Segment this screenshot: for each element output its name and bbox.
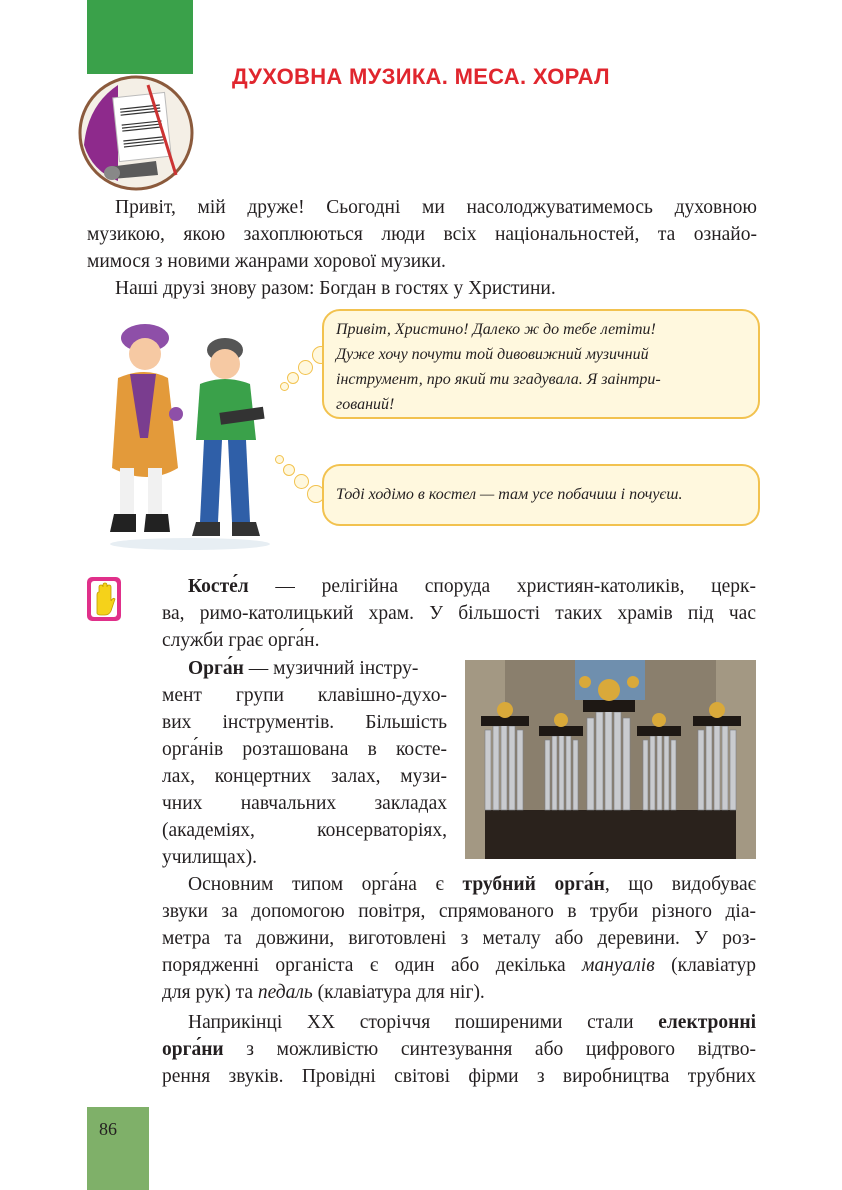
kostel-line-1: [188, 573, 756, 600]
text: , що видобуває: [604, 874, 756, 895]
text: Основним типом орга́на є: [188, 874, 463, 895]
term-organ: Орга́н: [188, 658, 244, 679]
electronic-line-1: [188, 1009, 756, 1036]
term-pedal: педаль: [257, 982, 313, 1003]
page-number-tab: [87, 1107, 149, 1190]
organ-line-8: училищах).: [162, 847, 257, 868]
stop-hand-icon: [87, 577, 121, 621]
term-pipe-organ: трубний орга́н: [462, 874, 605, 895]
text: для рук) та: [162, 982, 258, 1003]
term-electronic: електронні: [658, 1012, 756, 1033]
thought-dot: [283, 464, 295, 476]
text: — релігійна споруда християн-католиків, церк-: [248, 576, 756, 597]
electronic-line-2: [162, 1036, 756, 1063]
bubble-line: Привіт, Христино! Далеко ж до тебе летіти!: [336, 321, 656, 338]
organ-line-5: лах, концертних залах, музи-: [162, 766, 447, 787]
thought-dot: [280, 382, 289, 391]
thought-dot: [294, 474, 309, 489]
main-type-line-2: звуки за допомогою повітря, спрямованого в труби різного діа-: [162, 901, 756, 922]
pipe-organ-photo: [465, 660, 756, 859]
term-kostel: Косте́л: [188, 576, 249, 597]
organ-line-4: орга́нів розташована в косте-: [162, 739, 447, 760]
thought-dot: [275, 455, 284, 464]
organ-line-1: [188, 655, 418, 682]
children-illustration: [100, 318, 275, 550]
intro-line-4: Наші друзі знову разом: Богдан в гостях у Христини.: [115, 278, 556, 299]
intro-line-3: мимося з новими жанрами хорової музики.: [87, 251, 446, 272]
term-organs: орга́ни: [162, 1039, 224, 1060]
main-type-line-1: [188, 871, 756, 898]
speech-bubble-bogdan: [322, 309, 760, 419]
text: (клавіатур: [654, 955, 756, 976]
top-green-tab: [87, 0, 193, 74]
page-title: ДУХОВНА МУЗИКА. МЕСА. ХОРАЛ: [232, 64, 610, 89]
speech-bubble-khrystyna: [322, 464, 760, 526]
bubble-line: інструмент, про який ти згадувала. Я заінтри-: [336, 371, 661, 388]
main-type-line-5: [162, 979, 485, 1006]
organ-line-7: (академіях, консерваторіях,: [162, 820, 447, 841]
kostel-line-2: ва, римо-католицький храм. У більшості таких храмів під час: [162, 603, 756, 624]
thought-dot: [298, 360, 313, 375]
kostel-line-3: служби грає орга́н.: [162, 630, 320, 651]
thought-dot: [287, 372, 299, 384]
electronic-line-3: рення звуків. Провідні світові фірми з виробництва трубних: [162, 1066, 756, 1087]
organ-line-2: мент групи клавішно-духо-: [162, 685, 447, 706]
bubble-line: Дуже хочу почути той дивовижний музичний: [336, 346, 649, 363]
term-manuals: мануалів: [582, 955, 655, 976]
text: (клавіатура для ніг).: [312, 982, 485, 1003]
text: Наприкінці XX сторіччя поширеними стали: [188, 1012, 659, 1033]
bubble-line: Тоді ходімо в костел — там усе побачиш і почуєш.: [336, 486, 683, 503]
sheet-music-icon: [78, 75, 194, 191]
organ-line-6: чних навчальних закладах: [162, 793, 447, 814]
page-number: 86: [99, 1119, 117, 1139]
bubble-line: гований!: [336, 396, 395, 413]
text: — музичний інстру-: [243, 658, 419, 679]
main-type-line-3: метра та довжини, виготовлені з металу або деревини. У роз-: [162, 928, 756, 949]
organ-line-3: вих інструментів. Більшість: [162, 712, 447, 733]
intro-line-1: Привіт, мій друже! Сьогодні ми насолоджуватимемось духовною: [115, 197, 757, 218]
text: з можливістю синтезування або цифрового відтво-: [223, 1039, 756, 1060]
main-type-line-4: [162, 952, 756, 979]
intro-line-2: музикою, якою захоплюються люди всіх національностей, та ознайо-: [87, 224, 757, 245]
text: порядженні органіста є один або декілька: [162, 955, 583, 976]
